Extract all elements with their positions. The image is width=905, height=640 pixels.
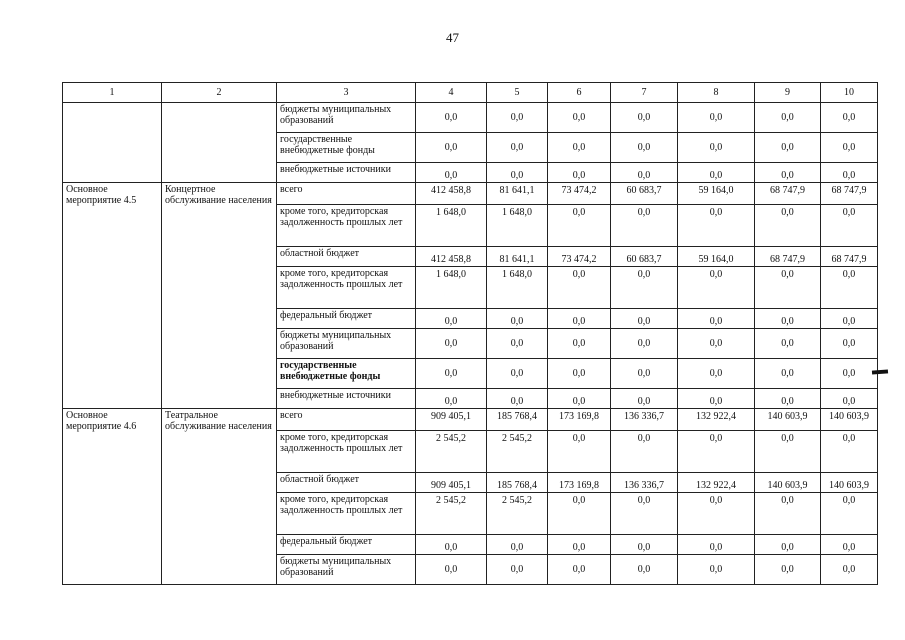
value-cell: 68 747,9 — [755, 183, 821, 205]
value-cell: 0,0 — [416, 133, 487, 163]
value-cell: 0,0 — [678, 389, 755, 409]
value-cell: 0,0 — [548, 309, 611, 329]
value-cell: 0,0 — [548, 267, 611, 309]
value-cell: 0,0 — [821, 163, 878, 183]
value-cell: 0,0 — [487, 535, 548, 555]
value-cell: 0,0 — [678, 431, 755, 473]
header-cell: 3 — [277, 83, 416, 103]
value-cell: 0,0 — [678, 133, 755, 163]
value-cell: 136 336,7 — [611, 473, 678, 493]
value-cell: 0,0 — [755, 205, 821, 247]
value-cell: 1 648,0 — [487, 267, 548, 309]
value-cell: 60 683,7 — [611, 247, 678, 267]
value-cell: 0,0 — [611, 493, 678, 535]
funding-source-cell: кроме того, кредиторская задолженность прошлых лет — [277, 431, 416, 473]
value-cell: 0,0 — [755, 103, 821, 133]
value-cell: 0,0 — [755, 163, 821, 183]
value-cell: 0,0 — [416, 359, 487, 389]
value-cell: 59 164,0 — [678, 183, 755, 205]
value-cell: 0,0 — [678, 535, 755, 555]
value-cell: 0,0 — [611, 205, 678, 247]
value-cell: 0,0 — [755, 359, 821, 389]
value-cell: 140 603,9 — [821, 409, 878, 431]
page-number: 47 — [446, 30, 459, 45]
scan-mark — [872, 369, 888, 374]
value-cell: 909 405,1 — [416, 409, 487, 431]
value-cell: 73 474,2 — [548, 183, 611, 205]
value-cell: 1 648,0 — [487, 205, 548, 247]
value-cell: 0,0 — [487, 163, 548, 183]
value-cell: 140 603,9 — [821, 473, 878, 493]
value-cell: 0,0 — [548, 389, 611, 409]
value-cell: 0,0 — [611, 389, 678, 409]
value-cell: 132 922,4 — [678, 409, 755, 431]
value-cell: 140 603,9 — [755, 409, 821, 431]
value-cell: 0,0 — [678, 329, 755, 359]
header-cell: 9 — [755, 83, 821, 103]
header-cell: 7 — [611, 83, 678, 103]
funding-source-cell: федеральный бюджет — [277, 535, 416, 555]
activity-cell: Основное мероприятие 4.6 — [63, 409, 162, 585]
value-cell: 0,0 — [611, 431, 678, 473]
activity-cell — [63, 103, 162, 183]
value-cell: 173 169,8 — [548, 473, 611, 493]
value-cell: 0,0 — [416, 329, 487, 359]
value-cell: 0,0 — [755, 329, 821, 359]
funding-source-cell: кроме того, кредиторская задолженность прошлых лет — [277, 267, 416, 309]
value-cell: 0,0 — [611, 267, 678, 309]
table-body — [63, 83, 878, 585]
value-cell: 0,0 — [548, 493, 611, 535]
funding-source-cell: бюджеты муниципальных образований — [277, 555, 416, 585]
value-cell: 0,0 — [821, 555, 878, 585]
value-cell: 0,0 — [548, 103, 611, 133]
value-cell: 68 747,9 — [821, 183, 878, 205]
value-cell: 0,0 — [487, 309, 548, 329]
value-cell: 0,0 — [548, 431, 611, 473]
value-cell: 2 545,2 — [487, 493, 548, 535]
value-cell: 0,0 — [416, 389, 487, 409]
header-cell: 6 — [548, 83, 611, 103]
value-cell: 0,0 — [487, 359, 548, 389]
value-cell: 2 545,2 — [416, 431, 487, 473]
value-cell: 0,0 — [611, 309, 678, 329]
value-cell: 0,0 — [678, 205, 755, 247]
value-cell: 0,0 — [678, 309, 755, 329]
value-cell: 81 641,1 — [487, 183, 548, 205]
value-cell: 0,0 — [755, 309, 821, 329]
value-cell: 81 641,1 — [487, 247, 548, 267]
value-cell: 0,0 — [416, 163, 487, 183]
value-cell: 412 458,8 — [416, 247, 487, 267]
value-cell: 0,0 — [755, 267, 821, 309]
funding-source-cell: бюджеты муниципальных образований — [277, 329, 416, 359]
value-cell: 0,0 — [821, 389, 878, 409]
value-cell: 0,0 — [611, 329, 678, 359]
value-cell: 0,0 — [548, 133, 611, 163]
value-cell: 412 458,8 — [416, 183, 487, 205]
value-cell: 185 768,4 — [487, 409, 548, 431]
value-cell: 0,0 — [548, 205, 611, 247]
value-cell: 0,0 — [755, 431, 821, 473]
value-cell: 0,0 — [611, 133, 678, 163]
value-cell: 0,0 — [755, 493, 821, 535]
funding-source-cell: внебюджетные источники — [277, 389, 416, 409]
value-cell: 0,0 — [821, 267, 878, 309]
value-cell: 0,0 — [821, 431, 878, 473]
funding-source-cell: всего — [277, 409, 416, 431]
value-cell: 0,0 — [821, 359, 878, 389]
header-row — [63, 83, 878, 103]
activity-cell: Основное мероприятие 4.5 — [63, 183, 162, 409]
value-cell: 173 169,8 — [548, 409, 611, 431]
header-cell: 5 — [487, 83, 548, 103]
value-cell: 909 405,1 — [416, 473, 487, 493]
value-cell: 0,0 — [821, 329, 878, 359]
value-cell: 1 648,0 — [416, 205, 487, 247]
value-cell: 0,0 — [755, 133, 821, 163]
value-cell: 68 747,9 — [821, 247, 878, 267]
value-cell: 0,0 — [678, 359, 755, 389]
value-cell: 0,0 — [416, 555, 487, 585]
funding-source-cell: кроме того, кредиторская задолженность прошлых лет — [277, 493, 416, 535]
table-row — [63, 183, 878, 205]
value-cell: 0,0 — [755, 389, 821, 409]
value-cell: 2 545,2 — [416, 493, 487, 535]
budget-table — [62, 82, 878, 585]
header-cell: 4 — [416, 83, 487, 103]
value-cell: 0,0 — [548, 329, 611, 359]
value-cell: 0,0 — [678, 103, 755, 133]
value-cell: 0,0 — [548, 555, 611, 585]
table-row — [63, 103, 878, 133]
value-cell: 0,0 — [821, 103, 878, 133]
value-cell: 132 922,4 — [678, 473, 755, 493]
activity-name-cell — [162, 103, 277, 183]
funding-source-cell: всего — [277, 183, 416, 205]
value-cell: 0,0 — [416, 309, 487, 329]
header-cell: 2 — [162, 83, 277, 103]
value-cell: 0,0 — [487, 133, 548, 163]
value-cell: 0,0 — [487, 555, 548, 585]
value-cell: 59 164,0 — [678, 247, 755, 267]
activity-name-cell: Театральное обслуживание населения — [162, 409, 277, 585]
value-cell: 0,0 — [548, 359, 611, 389]
value-cell: 0,0 — [821, 493, 878, 535]
value-cell: 2 545,2 — [487, 431, 548, 473]
value-cell: 0,0 — [678, 267, 755, 309]
header-cell: 1 — [63, 83, 162, 103]
value-cell: 0,0 — [548, 535, 611, 555]
value-cell: 0,0 — [487, 103, 548, 133]
funding-source-cell: бюджеты муниципальных образований — [277, 103, 416, 133]
value-cell: 140 603,9 — [755, 473, 821, 493]
value-cell: 1 648,0 — [416, 267, 487, 309]
header-cell: 8 — [678, 83, 755, 103]
value-cell: 0,0 — [416, 535, 487, 555]
value-cell: 0,0 — [678, 163, 755, 183]
activity-name-cell: Концертное обслуживание населения — [162, 183, 277, 409]
funding-source-cell: областной бюджет — [277, 247, 416, 267]
funding-source-cell: государственные внебюджетные фонды — [277, 133, 416, 163]
value-cell: 136 336,7 — [611, 409, 678, 431]
value-cell: 60 683,7 — [611, 183, 678, 205]
header-cell: 10 — [821, 83, 878, 103]
value-cell: 0,0 — [611, 535, 678, 555]
table-row — [63, 409, 878, 431]
funding-source-cell: областной бюджет — [277, 473, 416, 493]
value-cell: 0,0 — [611, 103, 678, 133]
value-cell: 0,0 — [611, 359, 678, 389]
value-cell: 0,0 — [821, 309, 878, 329]
value-cell: 0,0 — [487, 329, 548, 359]
value-cell: 0,0 — [611, 555, 678, 585]
value-cell: 73 474,2 — [548, 247, 611, 267]
value-cell: 0,0 — [821, 535, 878, 555]
value-cell: 68 747,9 — [755, 247, 821, 267]
funding-source-cell: кроме того, кредиторская задолженность прошлых лет — [277, 205, 416, 247]
value-cell: 0,0 — [821, 133, 878, 163]
value-cell: 0,0 — [755, 555, 821, 585]
value-cell: 185 768,4 — [487, 473, 548, 493]
funding-source-cell: федеральный бюджет — [277, 309, 416, 329]
value-cell: 0,0 — [611, 163, 678, 183]
value-cell: 0,0 — [487, 389, 548, 409]
value-cell: 0,0 — [755, 535, 821, 555]
funding-source-cell: внебюджетные источники — [277, 163, 416, 183]
value-cell: 0,0 — [416, 103, 487, 133]
value-cell: 0,0 — [678, 493, 755, 535]
value-cell: 0,0 — [821, 205, 878, 247]
value-cell: 0,0 — [678, 555, 755, 585]
value-cell: 0,0 — [548, 163, 611, 183]
funding-source-cell: государственные внебюджетные фонды — [277, 359, 416, 389]
